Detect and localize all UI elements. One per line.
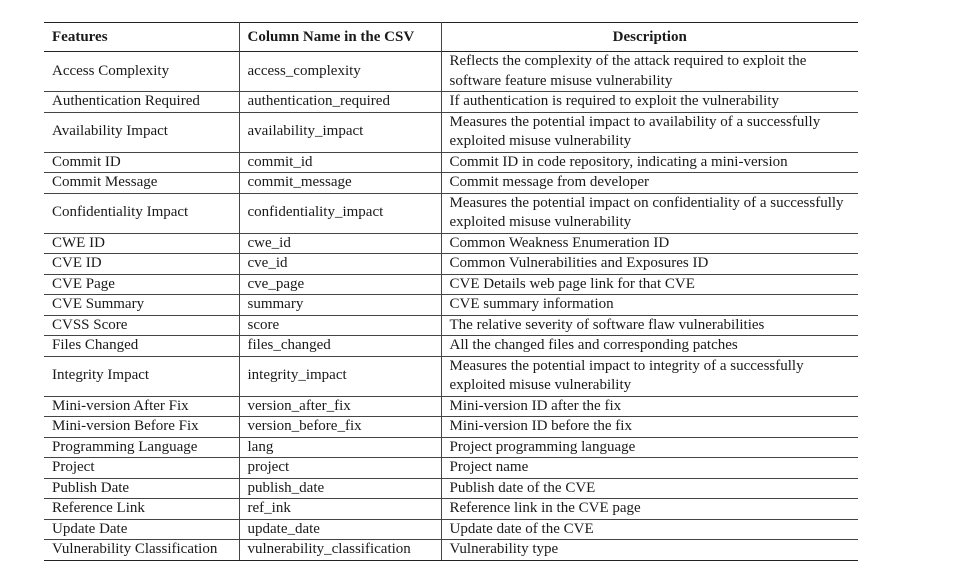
- table-row: [44, 519, 858, 540]
- column-name-cell: availability_impact: [239, 112, 441, 152]
- header-column-name: Column Name in the CSV: [239, 23, 441, 52]
- description-cell: Measures the potential impact on confidentiality of a successfully exploited misuse vulnerability: [441, 193, 858, 233]
- description-cell: Project name: [441, 458, 858, 479]
- description-cell: Publish date of the CVE: [441, 478, 858, 499]
- column-name-cell: access_complexity: [239, 52, 441, 92]
- table-row: [44, 254, 858, 275]
- column-name-cell: cve_page: [239, 274, 441, 295]
- feature-cell: CVE Summary: [44, 295, 239, 316]
- feature-cell: CVE Page: [44, 274, 239, 295]
- column-name-cell: version_after_fix: [239, 396, 441, 417]
- feature-cell: Mini-version Before Fix: [44, 417, 239, 438]
- table-row: [44, 499, 858, 520]
- description-cell: Measures the potential impact to availability of a successfully exploited misuse vulnerability: [441, 112, 858, 152]
- table-row: [44, 396, 858, 417]
- description-cell: Reflects the complexity of the attack required to exploit the software feature misuse vulnerability: [441, 52, 858, 92]
- column-name-cell: ref_ink: [239, 499, 441, 520]
- column-name-cell: score: [239, 315, 441, 336]
- table-row: [44, 336, 858, 357]
- header-features: Features: [44, 23, 239, 52]
- table-row: [44, 437, 858, 458]
- column-name-cell: project: [239, 458, 441, 479]
- feature-cell: Project: [44, 458, 239, 479]
- column-name-cell: cve_id: [239, 254, 441, 275]
- feature-cell: Reference Link: [44, 499, 239, 520]
- description-cell: Measures the potential impact to integrity of a successfully exploited misuse vulnerability: [441, 356, 858, 396]
- description-cell: Reference link in the CVE page: [441, 499, 858, 520]
- feature-cell: Authentication Required: [44, 92, 239, 113]
- table-row: [44, 274, 858, 295]
- column-name-cell: cwe_id: [239, 233, 441, 254]
- feature-cell: Availability Impact: [44, 112, 239, 152]
- features-table-container: [44, 22, 858, 561]
- column-name-cell: lang: [239, 437, 441, 458]
- column-name-cell: summary: [239, 295, 441, 316]
- column-name-cell: authentication_required: [239, 92, 441, 113]
- feature-cell: Commit Message: [44, 173, 239, 194]
- description-cell: The relative severity of software flaw vulnerabilities: [441, 315, 858, 336]
- description-cell: Commit message from developer: [441, 173, 858, 194]
- column-name-cell: update_date: [239, 519, 441, 540]
- description-cell: Common Vulnerabilities and Exposures ID: [441, 254, 858, 275]
- table-body: [44, 52, 858, 561]
- table-row: [44, 315, 858, 336]
- table-row: [44, 356, 858, 396]
- features-table: [44, 22, 858, 561]
- feature-cell: Integrity Impact: [44, 356, 239, 396]
- feature-cell: Confidentiality Impact: [44, 193, 239, 233]
- column-name-cell: vulnerability_classification: [239, 540, 441, 561]
- table-row: [44, 52, 858, 92]
- feature-cell: Programming Language: [44, 437, 239, 458]
- description-cell: If authentication is required to exploit the vulnerability: [441, 92, 858, 113]
- column-name-cell: confidentiality_impact: [239, 193, 441, 233]
- column-name-cell: publish_date: [239, 478, 441, 499]
- feature-cell: CWE ID: [44, 233, 239, 254]
- table-row: [44, 417, 858, 438]
- description-cell: Common Weakness Enumeration ID: [441, 233, 858, 254]
- feature-cell: Publish Date: [44, 478, 239, 499]
- feature-cell: Mini-version After Fix: [44, 396, 239, 417]
- description-cell: Update date of the CVE: [441, 519, 858, 540]
- table-row: [44, 173, 858, 194]
- table-row: [44, 540, 858, 561]
- table-header: [44, 23, 858, 52]
- description-cell: Mini-version ID after the fix: [441, 396, 858, 417]
- description-cell: All the changed files and corresponding patches: [441, 336, 858, 357]
- feature-cell: Access Complexity: [44, 52, 239, 92]
- feature-cell: CVSS Score: [44, 315, 239, 336]
- description-cell: CVE Details web page link for that CVE: [441, 274, 858, 295]
- description-cell: Vulnerability type: [441, 540, 858, 561]
- table-row: [44, 233, 858, 254]
- feature-cell: Commit ID: [44, 152, 239, 173]
- feature-cell: CVE ID: [44, 254, 239, 275]
- description-cell: Project programming language: [441, 437, 858, 458]
- feature-cell: Vulnerability Classification: [44, 540, 239, 561]
- table-row: [44, 92, 858, 113]
- header-row: [44, 23, 858, 52]
- header-description: Description: [612, 28, 687, 45]
- table-row: [44, 478, 858, 499]
- table-row: [44, 295, 858, 316]
- description-cell: Commit ID in code repository, indicating a mini-version: [441, 152, 858, 173]
- table-row: [44, 193, 858, 233]
- column-name-cell: version_before_fix: [239, 417, 441, 438]
- table-row: [44, 458, 858, 479]
- column-name-cell: commit_message: [239, 173, 441, 194]
- description-cell: Mini-version ID before the fix: [441, 417, 858, 438]
- column-name-cell: integrity_impact: [239, 356, 441, 396]
- feature-cell: Update Date: [44, 519, 239, 540]
- feature-cell: Files Changed: [44, 336, 239, 357]
- table-row: [44, 112, 858, 152]
- description-cell: CVE summary information: [441, 295, 858, 316]
- column-name-cell: commit_id: [239, 152, 441, 173]
- table-row: [44, 152, 858, 173]
- column-name-cell: files_changed: [239, 336, 441, 357]
